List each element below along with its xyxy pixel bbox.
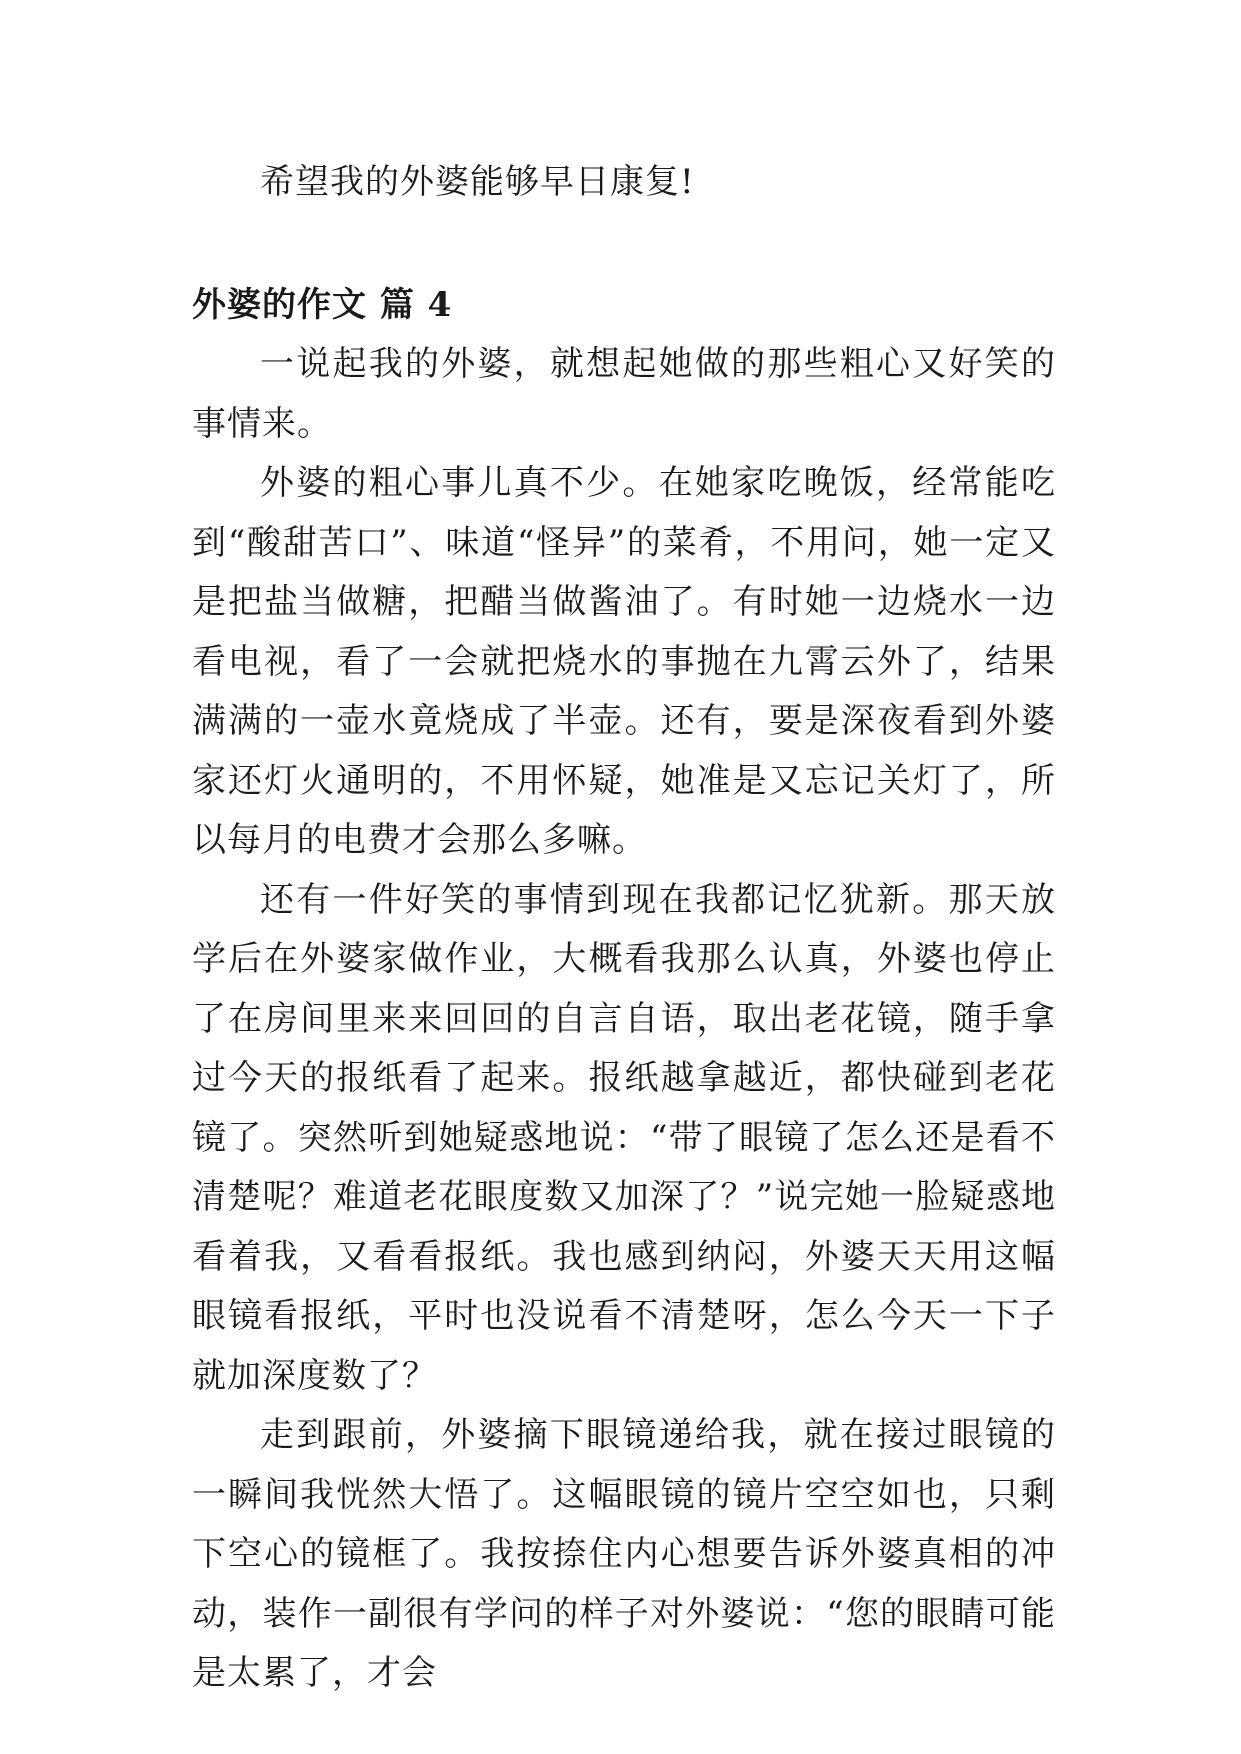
paragraph-3: 还有一件好笑的事情到现在我都记忆犹新。那天放学后在外婆家做作业，大概看我那么认真，外婆也停止了在房间里来来回回的自言自语，取出老花镜，随手拿过今天的报纸看了起来。报纸越拿越近，都快碰到老花镜了。突然听到她疑惑地说：“带了眼镜了怎么还是看不清楚呢？难道老花眼度数又加深了？”说完她一脸疑惑地看着我，又看看报纸。我也感到纳闷，外婆天天用这幅眼镜看报纸，平时也没说看不清楚呀，怎么今天一下子就加深度数了？ [192, 879, 1056, 1396]
essay-body [192, 335, 1056, 1704]
intro-block [192, 153, 1056, 213]
section-heading: 外婆的作文 篇 4 [192, 285, 453, 325]
paragraph-1: 一说起我的外婆，就想起她做的那些粗心又好笑的事情来。 [192, 344, 1056, 444]
paragraph-4: 走到跟前，外婆摘下眼镜递给我，就在接过眼镜的一瞬间我恍然大悟了。这幅眼镜的镜片空空如也，只剩下空心的镜框了。我按捺住内心想要告诉外婆真相的冲动，装作一副很有学问的样子对外婆说：“您的眼睛可能是太累了，才会 [192, 1415, 1056, 1693]
intro-paragraph: 希望我的外婆能够早日康复! [260, 162, 695, 202]
paragraph-2: 外婆的粗心事儿真不少。在她家吃晚饭，经常能吃到“酸甜苦口”、味道“怪异”的菜肴，不用问，她一定又是把盐当做糖，把醋当做酱油了。有时她一边烧水一边看电视，看了一会就把烧水的事抛在九霄云外了，结果满满的一壶水竟烧成了半壶。还有，要是深夜看到外婆家还灯火通明的，不用怀疑，她准是又忘记关灯了，所以每月的电费才会那么多嘛。 [192, 463, 1056, 860]
